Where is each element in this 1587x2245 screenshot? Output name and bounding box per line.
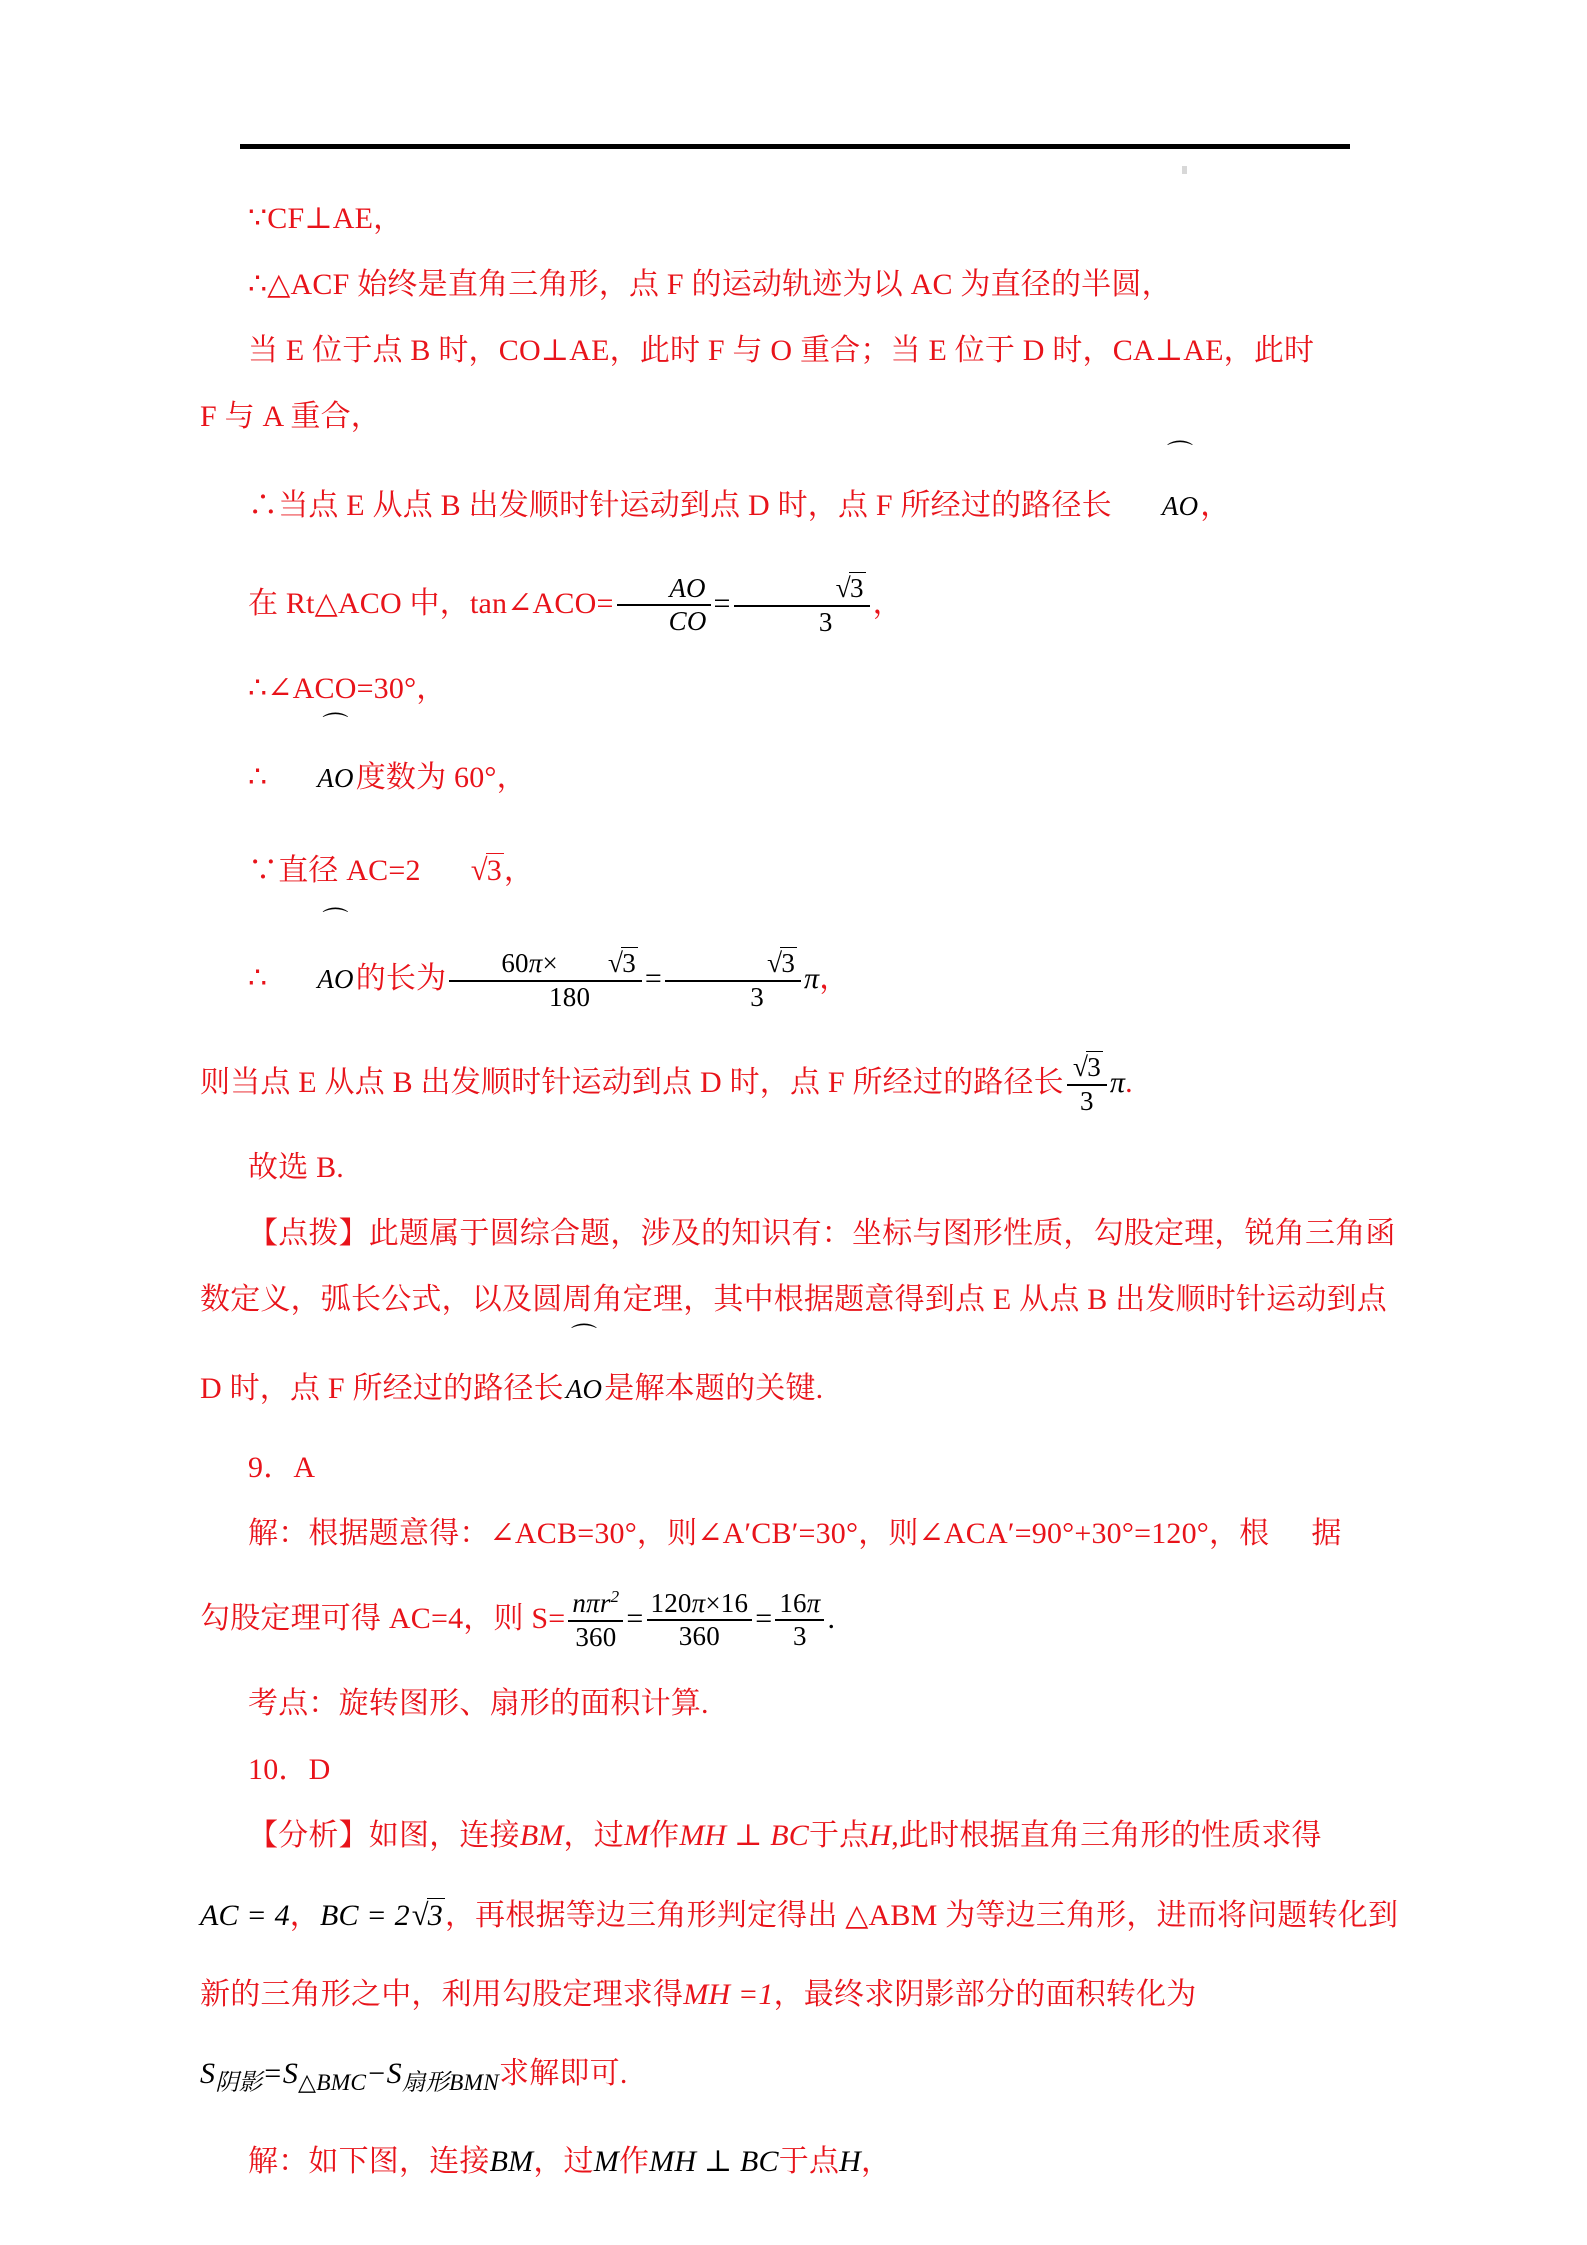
arc-ao-symbol (1114, 440, 1199, 552)
text-line-diameter-ac (200, 824, 1400, 917)
fraction-numerator: AO (617, 574, 711, 606)
text-line-path-length-arc (200, 440, 1400, 552)
arc-glyph: ⌒ (322, 712, 349, 741)
fraction-numerator (665, 948, 801, 981)
radical-sqrt3 (410, 1869, 445, 1962)
text-line-cf-perp-ae (200, 186, 1400, 252)
line-text: 数定义，弧长公式，以及圆周角定理，其中根据题意得到点 E 从点 B 出发顺时针运动到点 (200, 1283, 1387, 1316)
math-m: M (593, 2145, 619, 2178)
arc-glyph: ⌒ (570, 1323, 598, 1352)
text-line-f-coincide-a (200, 384, 1400, 450)
math-s2-subscript: △BMC (298, 2070, 367, 2096)
text-line-dianbo-1 (200, 1201, 1400, 1267)
fraction-denominator: 360 (575, 1621, 617, 1652)
math-s: S (200, 2057, 216, 2090)
fraction-denominator: 3 (1080, 1085, 1094, 1116)
text-line-dianbo-2 (200, 1267, 1400, 1333)
fraction-denominator: 3 (793, 1621, 807, 1652)
fraction-denominator: 180 (549, 981, 591, 1012)
text-line-conclusion-path (200, 1031, 1400, 1135)
math-mh-perp-bc: MH ⊥ BC (679, 1819, 809, 1852)
line-text: 考点：旋转图形、扇形的面积计算. (248, 1687, 709, 1720)
fraction-numerator: nπr$^2$ (568, 1588, 623, 1621)
fraction-sqrt3-over-3 (1067, 1052, 1107, 1115)
line-text-tail: ,此时根据直角三角形的性质求得 (891, 1819, 1322, 1852)
line-text: 勾股定理可得 AC=4，则 S= (200, 1602, 566, 1635)
radical-sign: √ (607, 947, 624, 979)
problem-10-analysis-line-1 (200, 1803, 1400, 1869)
fraction-numerator: 120π×16 (647, 1589, 753, 1621)
fraction-ao-over-co (617, 574, 711, 636)
radicand: 3 (622, 948, 636, 979)
fraction-60pi-sqrt3-over-180 (449, 948, 642, 1011)
fraction-denominator: 3 (818, 606, 833, 637)
pi-symbol: π (804, 962, 820, 995)
math-s-subscript: 阴影 (215, 2070, 263, 2096)
radical-sign: √ (470, 853, 488, 887)
fraction-numerator: 16π (775, 1589, 824, 1621)
text-line-arc-degree-60 (200, 712, 1400, 824)
line-text: 于点 (778, 2145, 840, 2178)
line-text: ∵直径 AC=2 (248, 854, 421, 887)
problem-9-solution-line-2 (200, 1567, 1400, 1671)
line-text: 则当点 E 从点 B 出发顺时针运动到点 D 时，点 F 所经过的路径长 (200, 1066, 1064, 1099)
math-m: M (623, 1819, 650, 1852)
line-text-tail: . (1125, 1066, 1133, 1099)
radicand: 3 (427, 1899, 443, 1932)
text-line-tan-aco (200, 552, 1400, 656)
line-text-mid: 的长为 (355, 962, 447, 995)
problem-9-solution-line-1 (200, 1501, 1400, 1567)
line-text: 作 (649, 1819, 680, 1852)
radicand: 3 (1087, 1052, 1101, 1083)
line-text: F 与 A 重合， (200, 400, 381, 433)
line-text: 9．A (248, 1451, 316, 1484)
line-text-tail: ， (503, 854, 535, 887)
line-text: 10．D (248, 1753, 331, 1786)
math-mh-equals-1: MH =1 (683, 1978, 774, 2011)
line-text: ， (289, 1899, 320, 1932)
equals-sign: = (755, 1602, 773, 1635)
line-text: 【分析】如图，连接 (248, 1819, 520, 1852)
document-content (200, 186, 1400, 2195)
fraction-npir2-over-360 (568, 1588, 623, 1651)
equals-sign: = (713, 587, 731, 620)
line-text: D 时，点 F 所经过的路径长 (200, 1372, 564, 1405)
arc-letters: AO (317, 763, 354, 793)
math-mh-perp-bc: MH ⊥ BC (649, 2145, 779, 2178)
radical-sqrt3 (717, 948, 797, 978)
line-text: 故选 B. (248, 1151, 345, 1184)
radical-sqrt3 (786, 573, 866, 603)
line-text: ，过 (563, 1819, 624, 1852)
line-text-tail: . (827, 1602, 836, 1635)
radicand: 3 (486, 854, 502, 887)
fraction-sqrt3-over-3 (734, 573, 870, 636)
fraction-numerator: 60π× √3 (449, 948, 642, 981)
math-bc-value: BC = 2 (319, 1899, 410, 1932)
problem-10-number-answer (200, 1737, 1400, 1803)
line-text: ∴△ACF 始终是直角三角形，点 F 的运动轨迹为以 AC 为直径的半圆， (248, 268, 1172, 301)
line-text-tail: 是解本题的关键. (604, 1372, 824, 1405)
arc-ao-symbol (269, 907, 354, 1031)
fraction-120pi16-over-360 (647, 1589, 753, 1651)
line-text: ∴∠ACO=30°， (248, 672, 447, 705)
arc-ao-symbol (565, 1323, 603, 1435)
line-text: ∵CF⊥AE， (248, 202, 404, 235)
line-text-tail: ， (1200, 489, 1231, 522)
radical-sign: √ (835, 572, 851, 604)
text-line-dianbo-3 (200, 1323, 1400, 1435)
line-text: 新的三角形之中，利用勾股定理求得 (200, 1978, 684, 2011)
line-text: 在 Rt△ACO 中，tan∠ACO= (248, 587, 614, 620)
arc-letters: AO (1161, 491, 1199, 521)
pi-symbol: π (1109, 1066, 1126, 1099)
line-text: 于点 (808, 1819, 870, 1852)
line-text-tail: ，再根据等边三角形判定得出 △ABM 为等边三角形，进而将问题转化到 (444, 1899, 1399, 1932)
radicand: 3 (849, 573, 864, 604)
problem-10-analysis-line-2 (200, 1869, 1400, 1962)
arc-glyph: ⌒ (1166, 440, 1194, 469)
line-text: ∴当点 E 从点 B 出发顺时针运动到点 D 时，点 F 所经过的路径长 (248, 489, 1112, 522)
radicand: 3 (781, 948, 796, 979)
math-h: H (869, 1819, 892, 1852)
fraction-numerator (1067, 1052, 1107, 1085)
math-bc-equals-2sqrt3 (320, 1899, 445, 1932)
problem-9-number-answer (200, 1435, 1400, 1501)
line-text-tail: ， (819, 962, 850, 995)
text-line-e-at-b (200, 318, 1400, 384)
line-text-tail: ， (872, 587, 903, 620)
text-line-answer-b (200, 1135, 1400, 1201)
math-bm: BM (489, 2145, 534, 2178)
line-text: ，过 (533, 2145, 594, 2178)
fraction-denominator: 360 (678, 1621, 720, 1652)
math-s3-subscript: 扇形BMN (401, 2070, 500, 2096)
line-text: 作 (618, 2145, 650, 2178)
radical-sqrt3 (1071, 1052, 1103, 1082)
problem-10-analysis-line-3 (200, 1962, 1400, 2028)
equals-sign: = (644, 962, 663, 995)
line-text-tail: ， (861, 2145, 892, 2178)
radical-sqrt3 (558, 948, 638, 978)
text-line-acf-right-triangle (200, 252, 1400, 318)
arc-ao-symbol (269, 712, 354, 824)
radical-sign: √ (1072, 1051, 1089, 1083)
math-shadow-area-formula (200, 2057, 500, 2096)
line-text-tail: 据 (1311, 1517, 1342, 1550)
line-text-tail: 求解即可. (499, 2057, 628, 2090)
math-h: H (839, 2145, 862, 2178)
arc-letters: AO (317, 964, 354, 994)
fraction-numerator (734, 573, 870, 606)
line-text: 解：如下图，连接 (248, 2145, 490, 2178)
line-text: 当 E 位于点 B 时，CO⊥AE，此时 F 与 O 重合；当 E 位于 D 时，CA⊥AE，此时 (248, 334, 1315, 367)
line-text-tail: ，最终求阴影部分的面积转化为 (773, 1978, 1197, 2011)
line-text: 解：根据题意得：∠ACB=30°，则∠A′CB′=30°，则∠ACA′=90°+30°=120°，根 (248, 1517, 1270, 1550)
problem-10-solution-line (200, 2129, 1400, 2195)
arc-letters: AO (565, 1374, 603, 1404)
line-text: ∴ (248, 962, 268, 995)
math-minus-s: −S (366, 2057, 402, 2090)
line-text: ∴ (248, 761, 268, 794)
line-text: 【点拨】此题属于圆综合题，涉及的知识有：坐标与图形性质，勾股定理，锐角三角函 (248, 1217, 1396, 1250)
equals-sign: = (626, 1602, 644, 1635)
fraction-denominator: 3 (750, 981, 764, 1012)
header-speck (1182, 166, 1187, 174)
arc-glyph: ⌒ (322, 907, 349, 936)
radical-sqrt3 (421, 824, 504, 917)
fraction-sqrt3-over-3 (665, 948, 801, 1011)
header-rule (240, 144, 1350, 149)
text-line-angle-aco-30 (200, 656, 1400, 722)
radical-sign: √ (767, 947, 783, 979)
radical-sign: √ (411, 1898, 429, 1932)
math-ac-equals-4: AC = 4 (200, 1899, 290, 1932)
math-equals-s: =S (262, 2057, 299, 2090)
math-bm: BM (519, 1819, 564, 1852)
fraction-16pi-over-3 (775, 1589, 824, 1651)
problem-10-analysis-line-4 (200, 2028, 1400, 2129)
text-line-arc-length-formula (200, 907, 1400, 1031)
line-text-tail: 度数为 60°， (355, 761, 527, 794)
problem-9-kaodian (200, 1671, 1400, 1737)
fraction-denominator: CO (668, 606, 707, 637)
